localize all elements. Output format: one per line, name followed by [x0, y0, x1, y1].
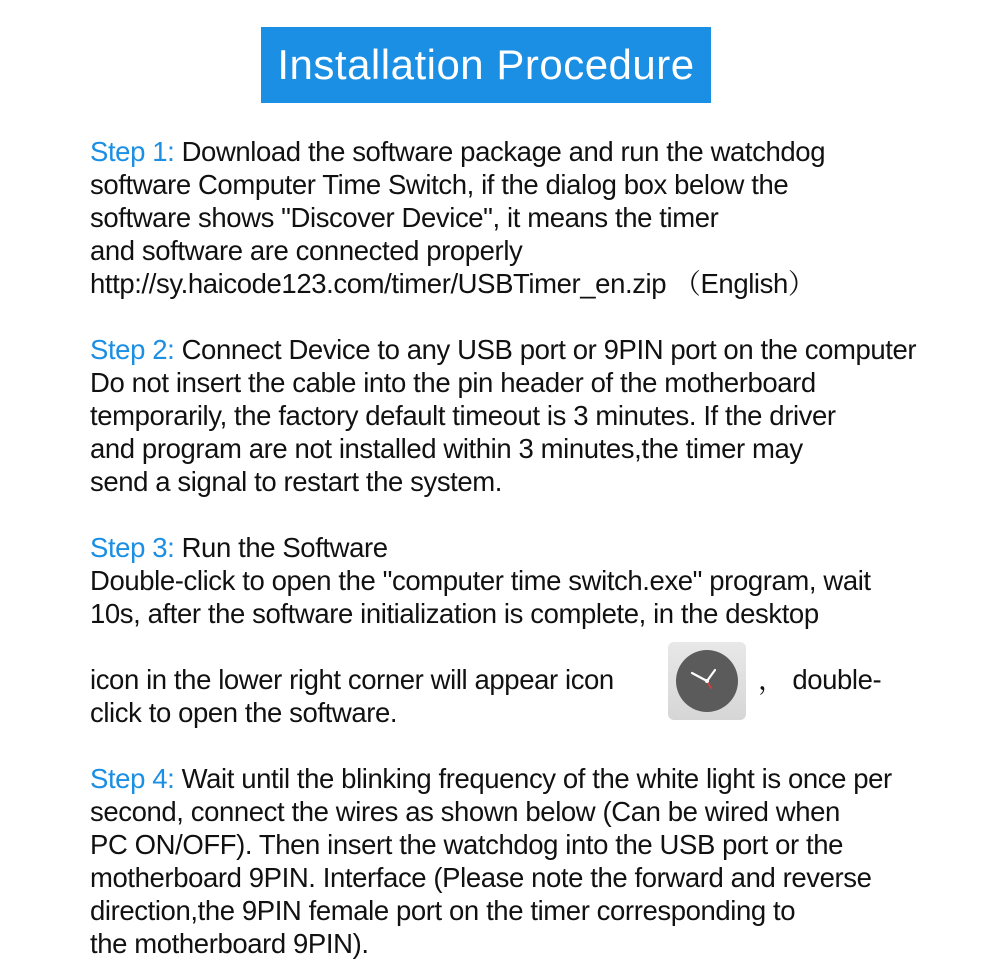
step-3-line-4: icon in the lower right corner will appear icon	[90, 664, 614, 695]
step-4-line-5: direction,the 9PIN female port on the timer corresponding to	[90, 895, 796, 926]
clock-icon-graphic	[668, 642, 746, 720]
step-3-line-2: Double-click to open the "computer time switch.exe" program, wait	[90, 565, 871, 596]
step-3-label: Step 3:	[90, 532, 175, 563]
step-3-section	[90, 531, 980, 630]
step-2-section	[90, 333, 980, 498]
step-3-line-5: click to open the software.	[90, 697, 398, 728]
step-3-line-1: Step 3: Run the Software	[90, 532, 388, 563]
step-1-section	[90, 135, 980, 300]
step-4-line-3: PC ON/OFF). Then insert the watchdog into the USB port or the	[90, 829, 844, 860]
step-2-line-3: temporarily, the factory default timeout is 3 minutes. If the driver	[90, 400, 836, 431]
step-1-line-2: software Computer Time Switch, if the dialog box below the	[90, 169, 789, 200]
step-1-line-4: and software are connected properly	[90, 235, 523, 266]
clock-icon	[668, 642, 746, 720]
step-2-label: Step 2:	[90, 334, 175, 365]
step-3-line-4-continued: ， double-	[758, 664, 882, 695]
step-4-line-2: second, connect the wires as shown below (Can be wired when	[90, 796, 840, 827]
page-title: Installation Procedure	[261, 27, 711, 103]
step-4-line-6: the motherboard 9PIN).	[90, 928, 369, 959]
step-2-line-2: Do not insert the cable into the pin header of the motherboard	[90, 367, 816, 398]
step-4-section	[90, 762, 980, 960]
step-2-line-4: and program are not installed within 3 minutes,the timer may	[90, 433, 803, 464]
step-4-line-1: Step 4: Wait until the blinking frequency of the white light is once per	[90, 763, 892, 794]
step-2-line-5: send a signal to restart the system.	[90, 466, 503, 497]
step-4-line-4: motherboard 9PIN. Interface (Please note the forward and reverse	[90, 862, 872, 893]
clock-center	[705, 679, 709, 683]
step-1-line-3: software shows "Discover Device", it means the timer	[90, 202, 719, 233]
step-1-line-1: Step 1: Download the software package and run the watchdog	[90, 136, 826, 167]
step-3-line-3: 10s, after the software initialization is complete, in the desktop	[90, 598, 819, 629]
step-1-label: Step 1:	[90, 136, 175, 167]
step-1-download-url: http://sy.haicode123.com/timer/USBTimer_en.zip （English）	[90, 268, 815, 299]
step-2-line-1: Step 2: Connect Device to any USB port or 9PIN port on the computer	[90, 334, 917, 365]
step-4-label: Step 4:	[90, 763, 175, 794]
